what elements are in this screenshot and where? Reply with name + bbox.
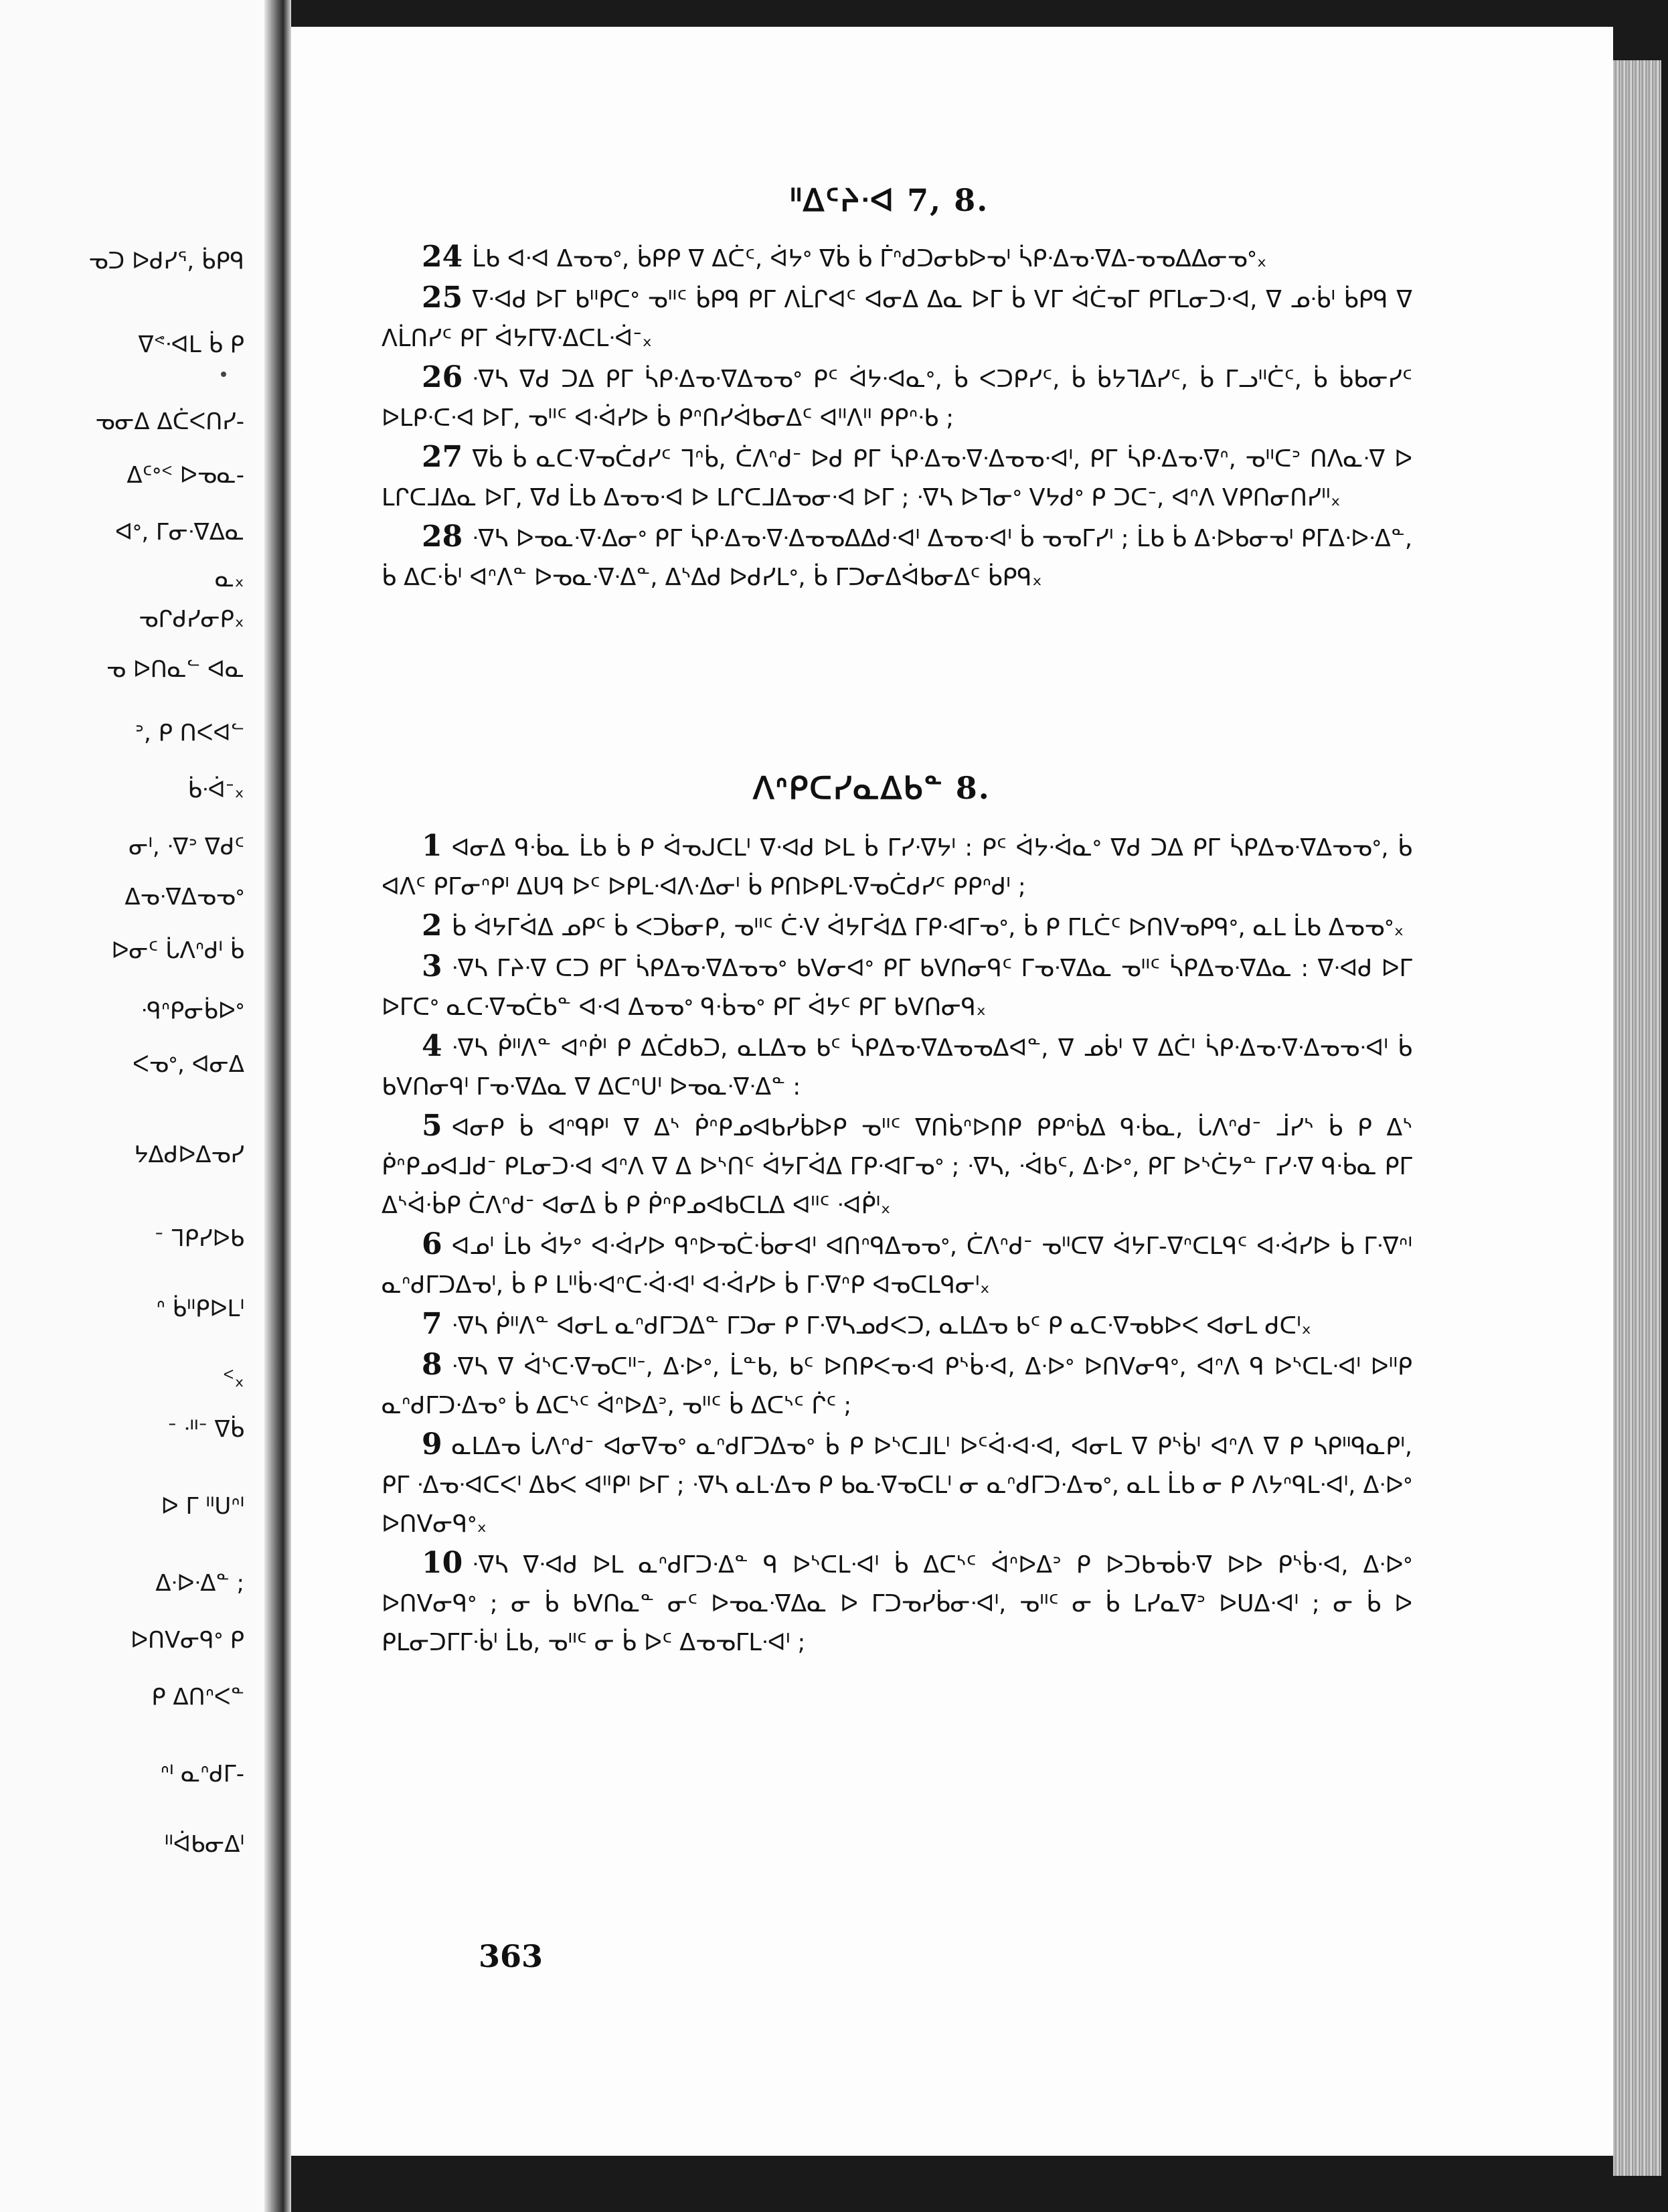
- verse-number: 8: [422, 1348, 442, 1382]
- verse-text: ᐧᐁᓴ ᐁᐧᐊᑯ ᐅᒪ ᓇᐢᑯᒥᑐᐧᐃᓐ ᑫ ᐅᔅᑕᒪᐧᐊᑊ ᑳ ᐃᑕᔅᑦ ᐋᐢᐅᐃᐣ ᑭ ᐅᑐᑲᓀᑳᐧᐁ ᐅᐅ ᑭᔅᑳᐧᐊ, ᐃᐧᐅᐤ ᐅᑎᐯᓂᑫᐤ ; ᓂ ᑳ ᑲᐯᑎᓇᓐ ᓂᑦ ᐅᓀᓇᐧᐁᐃᓇ ᐅ ᒥᑐᓀᓯᑳᓂᐧᐊᑊ, ᓀᐦᑦ ᓂ ᑳ ᒪᓯᓇᐁᐣ ᐅᑌᐃᐧᐊᑊ ; ᓂ ᑳ ᐅ ᑭᒪᓂᑐᒥᒥᐧᑳᑊ ᒫᑲ, ᓀᐦᑦ ᓂ ᑳ ᐅᑦ ᐃᓀᓀᒥᒪᐧᐊᑊ ;: [382, 1552, 1412, 1656]
- verse: [382, 1107, 1412, 1225]
- verse-number: 1: [422, 829, 442, 863]
- verse-text: ᐧᐁᓴ ᑮᐦᐱᓐ ᐊᐢᑮᑊ ᑭ ᐃᑖᑯᑲᑐ, ᓇᒪᐃᓀ ᑲᑦ ᓵᑭᐃᓀᐧᐁᐃᓀᓀᐃᐊᓐ, ᐁ ᓄᑳᑊ ᐁ ᐃᑖᑊ ᓵᑭᐧᐃᓀᐧᐁᐧᐃᓀᓀᐧᐊᑊ ᑳ ᑲᐯᑎᓂᑫᑊ ᒥᓀᐧᐁᐃᓇ ᐁ ᐃᑕᐢᑌᑊ ᐅᓀᓇᐧᐁᐧᐃᓐ :: [382, 1035, 1412, 1101]
- left-page-line: ᓀᒋᑯᓯᓂᑭₓ: [139, 606, 244, 633]
- verse: [382, 438, 1412, 518]
- verse-text: ᐊᓄᑊ ᒫᑲ ᐋᔭᐤ ᐊᐧᐋᓯᐅ ᑫᐢᐅᓀᑖᐧᑳᓂᐊᑊ ᐊᑎᐢᑫᐃᓀᓀᐤ, ᑖᐱᐢᑯᐨ ᓀᐦᑕᐁ ᐋᔭᒥ-ᐁᐢᑕᒪᑫᑦ ᐊᐧᐋᓯᐅ ᑳ ᒥᐧᐁᐢᑊ ᓇᐢᑯᒥᑐᐃᓀᑊ, ᑳ ᑭ ᒪᐦᑳᐧᐊᐢᑕᐧᐋᐧᐊᑊ ᐊᐧᐋᓯᐅ ᑳ ᒥᐧᐁᐢᑭ ᐊᓀᑕᒪᑫᓂᑊₓ: [382, 1233, 1412, 1299]
- page-number: 363: [479, 1938, 544, 1974]
- left-page-line: ᓀᓂᐃ ᐃᑖᐸᑎᓯ-: [95, 408, 244, 435]
- left-page-line: ᐅᑎᐯᓂᑫᐤ ᑭ: [130, 1627, 244, 1654]
- book-gutter: [264, 0, 291, 2212]
- left-page-line: ᓇₓ: [214, 566, 244, 592]
- left-page-line: ᐢ ᑳᐦᑭᐅᒪᑊ: [156, 1295, 244, 1322]
- verse: [382, 358, 1412, 438]
- verse-number: 5: [422, 1109, 442, 1143]
- verse-number: 25: [422, 281, 463, 315]
- verse-number: 2: [422, 908, 442, 943]
- left-page-line: ᐃᑦᐤᑉ ᐅᓀᓇ-: [127, 462, 244, 489]
- left-page-line: ᐅ ᒥ ᐦᑌᐢᑊ: [161, 1493, 244, 1520]
- verse-text: ᐧᐁᓴ ᑮᐦᐱᓐ ᐊᓂᒪ ᓇᐢᑯᒥᑐᐃᓐ ᒥᑐᓂ ᑭ ᒥᐧᐁᓴᓄᑯᐸᑐ, ᓇᒪᐃᓀ ᑲᑦ ᑭ ᓇᑕᐧᐁᓀᑲᐅᐸ ᐊᓂᒪ ᑯᑕᑊₓ: [451, 1313, 1312, 1340]
- left-page-line: ᐣ, ᑭ ᑎᐸᐊᓪ: [135, 720, 244, 746]
- left-page-line: ᐧᑫᐢᑭᓂᑳᐅᐤ: [141, 998, 244, 1024]
- left-page-line: ᑉₓ: [222, 1366, 244, 1393]
- verse-text: ᐧᐁᓴ ᒥᔨᐧᐁ ᑕᑐ ᑭᒥ ᓵᑭᐃᓀᐧᐁᐃᓀᓀᐤ ᑲᐯᓂᐊᐤ ᑭᒥ ᑲᐯᑎᓂᑫᑦ ᒥᓀᐧᐁᐃᓇ ᓀᐦᑦ ᓵᑭᐃᓀᐧᐁᐃᓇ : ᐁᐧᐊᑯ ᐅᒥ ᐅᒥᑕᐤ ᓇᑕᐧᐁᓀᑖᑲᓐ ᐊᐧᐊ ᐃᓀᓀᐤ ᑫᐧᑳᓀᐤ ᑭᒥ ᐋᔭᑦ ᑭᒥ ᑲᐯᑎᓂᑫₓ: [382, 955, 1412, 1021]
- verse-number: 7: [422, 1307, 442, 1341]
- verse-number: 6: [422, 1227, 442, 1261]
- verse-text: ᒫᑲ ᐊᐧᐊ ᐃᓀᓀᐤ, ᑳᑭᑭ ᐁ ᐃᑖᑦ, ᐋᔭᐤ ᐁᑳ ᑳ ᒦᐢᑯᑐᓂᑲᐅᓀᑊ ᓵᑭᐧᐃᓀᐧᐁᐃ-ᓀᓀᐃᐃᓂᓀᐤₓ: [472, 246, 1267, 272]
- chapter-7-verses: [382, 238, 1412, 597]
- verse: [382, 518, 1412, 597]
- verse-number: 28: [422, 520, 463, 554]
- left-page-line: ᐸᓀᐤ, ᐊᓂᐃ: [133, 1051, 244, 1078]
- verse: [382, 1305, 1412, 1346]
- verse-text: ᐁᐧᐊᑯ ᐅᒥ ᑲᐦᑭᑕᐤ ᓀᐦᑦ ᑳᑭᑫ ᑭᒥ ᐱᒫᒋᐊᑦ ᐊᓂᐃ ᐃᓇ ᐅᒥ ᑳ ᐯᒥ ᐋᑖᓀᒥ ᑭᒥᒪᓂᑐᐧᐊ, ᐁ ᓄᐧᑳᑊ ᑳᑭᑫ ᐁ ᐱᒫᑎᓯᑦ ᑭᒥ ᐋᔭᒥᐁᐧᐃᑕᒪᐧᐋᐨₓ: [382, 287, 1412, 352]
- verse-number: 27: [422, 440, 463, 474]
- verse-number: 4: [422, 1029, 442, 1063]
- verse-number: 3: [422, 949, 442, 983]
- verse-text: ᓇᒪᐃᓀ ᒑᐱᐢᑯᐨ ᐊᓂᐁᓀᐤ ᓇᐢᑯᒥᑐᐃᓀᐤ ᑳ ᑭ ᐅᔅᑕᒧᒪᑊ ᐅᑦᐋᐧᐊᐧᐊ, ᐊᓂᒪ ᐁ ᑭᔅᑳᑊ ᐊᐢᐱ ᐁ ᑭ ᓴᑭᐦᑫᓇᑭᑊ, ᑭᒥ ᐧᐃᓀᐧᐊᑕᐸᑊ ᐃᑲᐸ ᐊᐦᑭᑊ ᐅᒥ ; ᐧᐁᓴ ᓇᒪᐧᐃᓀ ᑭ ᑲᓇᐧᐁᓀᑕᒪᑊ ᓂ ᓇᐢᑯᒥᑐᐧᐃᓀᐤ, ᓇᒪ ᒫᑲ ᓂ ᑭ ᐱᔭᐢᑫᒪᐧᐊᑊ, ᐃᐧᐅᐤ ᐅᑎᐯᓂᑫᐤₓ: [382, 1433, 1412, 1538]
- left-page-line: ᐨ ᒣᑭᓯᐅᑲ: [154, 1225, 244, 1252]
- verse: [382, 1544, 1412, 1662]
- verse: [382, 1425, 1412, 1544]
- page-edge-stack: [1613, 60, 1661, 2176]
- verse-text: ᐧᐁᓴ ᐅᓀᓇᐧᐁᐧᐃᓂᐤ ᑭᒥ ᓵᑭᐧᐃᓀᐧᐁᐧᐃᓀᓀᐃᐃᑯᐧᐊᑊ ᐃᓀᓀᐧᐊᑊ ᑳ ᓀᓀᒥᓯᑊ ; ᒫᑲ ᑳ ᐃᐧᐅᑲᓂᓀᑊ ᑭᒥᐃᐧᐅᐧᐃᓐ, ᑳ ᐃᑕᐧᑳᑊ ᐊᐢᐱᓐ ᐅᓀᓇᐧᐁᐧᐃᓐ, ᐃᔅᐃᑯ ᐅᑯᓯᒪᐤ, ᑳ ᒥᑐᓂᐃᐋᑲᓂᐃᑦ ᑳᑭᑫₓ: [382, 526, 1412, 591]
- verse-text: ᐁᑳ ᑳ ᓇᑕᐧᐁᓀᑖᑯᓯᑦ ᒣᐢᑳ, ᑖᐱᐢᑯᐨ ᐅᑯ ᑭᒥ ᓵᑭᐧᐃᓀᐧᐁᐧᐃᓀᓀᐧᐊᑊ, ᑭᒥ ᓵᑭᐧᐃᓀᐧᐁᐢ, ᓀᐦᑕᐣ ᑎᐱᓇᐧᐁ ᐅ ᒪᒋᑕᒧᐃᓇ ᐅᒥ, ᐁᑯ ᒫᑲ ᐃᓀᓀᐧᐊ ᐅ ᒪᒋᑕᒧᐃᓀᓂᐧᐊ ᐅᒥ ; ᐧᐁᓴ ᐅᒣᓂᐤ ᐯᔭᑯᐤ ᑭ ᑐᑕᐨ, ᐊᐢᐱ ᐯᑭᑎᓂᑎᓯᐦₓ: [382, 446, 1412, 511]
- verse: [382, 238, 1412, 279]
- verse: [382, 1027, 1412, 1107]
- chapter-8-verses: [382, 827, 1412, 1662]
- left-page-line: ᐃᓀᐧᐁᐃᓀᓀᐤ: [124, 884, 244, 911]
- left-page-line: ᐨ ᐧᐦᐨ ᐁᑳ: [167, 1416, 244, 1443]
- verse-number: 10: [422, 1546, 463, 1580]
- verse: [382, 1225, 1412, 1305]
- verse: [382, 1346, 1412, 1425]
- left-page-line: ᐅᓂᑦ ᒑᐱᐢᑯᑊ ᑳ: [111, 937, 244, 964]
- verse-text: ᐧᐁᓴ ᐁ ᐋᔅᑕᐧᐁᓀᑕᐦᐨ, ᐃᐧᐅᐤ, ᒫᓐᑲ, ᑲᑦ ᐅᑎᑭᐸᓀᐧᐊ ᑭᔅᑳᐧᐊ, ᐃᐧᐅᐤ ᐅᑎᐯᓂᑫᐤ, ᐊᐢᐱ ᑫ ᐅᔅᑕᒪᐧᐊᑊ ᐅᐦᑭ ᓇᐢᑯᒥᑐᐧᐃᓀᐤ ᑳ ᐃᑕᔅᑦ ᐋᐢᐅᐃᐣ, ᓀᐦᑦ ᑳ ᐃᑕᔅᑦ ᒌᑦ ;: [382, 1354, 1412, 1419]
- left-page-line: ᔭᐃᑯᐅᐃᓀᓯ: [134, 1141, 244, 1168]
- verse-text: ᐊᓂᐃ ᑫᐧᑳᓇ ᒫᑲ ᑳ ᑭ ᐋᓀᒍᑕᒪᑊ ᐁᐧᐊᑯ ᐅᒪ ᑳ ᒥᓯᐧᐁᔭᑊ : ᑭᑦ ᐋᔭᐧᐋᓇᐤ ᐁᑯ ᑐᐃ ᑭᒥ ᓵᑭᐃᓀᐧᐁᐃᓀᓀᐤ, ᑳ ᐊᐱᑦ ᑭᒥᓂᐢᑭᑊ ᐃᑌᑫ ᐅᑦ ᐅᑭᒪᐧᐊᐱᐧᐃᓂᑊ ᑳ ᑭᑎᐅᑭᒪᐧᐁᓀᑖᑯᓯᑦ ᑭᑭᐢᑯᑊ ;: [382, 835, 1412, 900]
- verse-text: ᑳ ᐋᔭᒥᐋᐃ ᓄᑭᑦ ᑳ ᐸᑐᑳᓂᑭ, ᓀᐦᑦ ᑖᐧᐯ ᐋᔭᒥᐋᐃ ᒥᑭᐧᐊᒥᓀᐤ, ᑳ ᑭ ᒥᒪᑖᑦ ᐅᑎᐯᓀᑭᑫᐤ, ᓇᒪ ᒫᑲ ᐃᓀᓀᐤₓ: [451, 915, 1404, 941]
- verse: [382, 827, 1412, 906]
- left-page-line: ᓀᑐ ᐅᑯᓯᕐ, ᑳᑭᑫ: [88, 248, 244, 274]
- chapter-heading: ᐱᐢᑭᑕᓯᓇᐃᑲᓐ 8.: [753, 770, 991, 806]
- left-page-line: ᓀ ᐅᑎᓇᓪ ᐊᓇ: [106, 656, 244, 683]
- left-page-line: ᐦᐋᑲᓂᐃᑊ: [164, 1831, 244, 1858]
- left-page-line: ᐁᕝᐧᐊᒪ ᑳ ᑭ: [138, 331, 244, 358]
- verse-number: 26: [422, 360, 463, 394]
- verse-text: ᐊᓂᑭ ᑳ ᐊᐢᑫᑭᑊ ᐁ ᐃᔅ ᑮᐢᑭᓄᐊᑲᓯᑳᐅᑭ ᓀᐦᑦ ᐁᑎᑳᐢᐅᑎᑭ ᑭᑭᐢᑳᐃ ᑫᐧᑳᓇ, ᒑᐱᐢᑯᐨ ᒨᓯᔅ ᑳ ᑭ ᐃᔅ ᑮᐢᑭᓄᐊᒧᑯᐨ ᑭᒪᓂᑐᐧᐊ ᐊᐢᐱ ᐁ ᐃ ᐅᔅᑎᑦ ᐋᔭᒥᐋᐃ ᒥᑭᐧᐊᒥᓀᐤ ; ᐧᐁᓴ, ᐧᐋᑲᑦ, ᐃᐧᐅᐤ, ᑭᒥ ᐅᔅᑖᔭᓐ ᒥᓯᐧᐁ ᑫᐧᑳᓇ ᑭᒥ ᐃᔅᐋᐧᑳᑭ ᑖᐱᐢᑯᐨ ᐊᓂᐃ ᑳ ᑭ ᑮᐢᑭᓄᐊᑲᑕᒪᐃ ᐊᐦᑦ ᐧᐊᑮᑊₓ: [382, 1115, 1412, 1219]
- left-page-line: ᐢᑊ ᓇᐢᑯᒥ-: [160, 1761, 244, 1788]
- left-page-line: ᑭ ᐃᑎᐢᐸᓐ: [151, 1684, 244, 1711]
- verse: [382, 947, 1412, 1027]
- verse: [382, 906, 1412, 947]
- verse-text: ᐧᐁᓴ ᐁᑯ ᑐᐃ ᑭᒥ ᓵᑭᐧᐃᓀᐧᐁᐃᓀᓀᐤ ᑭᑦ ᐋᔭᐧᐊᓇᐤ, ᑳ ᐸᑐᑭᓯᑦ, ᑳ ᑳᔭᒣᐃᓯᑦ, ᑳ ᒥᓗᐦᑖᑦ, ᑳ ᑳᑲᓂᓯᑦ ᐅᒪᑭᐧᑕᐧᐊ ᐅᒥ, ᓀᐦᑦ ᐊᐧᐋᓯᐅ ᑳ ᑭᐢᑎᓯᐋᑲᓂᐃᑦ ᐊᐦᐱᐦ ᑭᑭᐢᐧᑲ ;: [382, 366, 1412, 432]
- verse-number: 24: [422, 240, 463, 274]
- verse-number: 9: [422, 1427, 442, 1462]
- left-page-line: ᑳᐧᐋᐨₓ: [187, 777, 244, 803]
- verse: [382, 279, 1412, 358]
- left-facing-page: [0, 0, 264, 2212]
- left-page-line: ᓂᑊ, ᐧᐁᐣ ᐁᑯᑦ: [129, 834, 244, 860]
- left-page-line: ᐊᐤ, ᒥᓂᐧᐁᐃᓇ: [114, 519, 244, 546]
- running-head: ᐦᐃᑦᔨᐧᐊ 7, 8.: [790, 182, 989, 218]
- left-page-line: ᐃᐧᐅᐧᐃᓐ ;: [155, 1570, 244, 1597]
- margin-mark: [221, 372, 226, 377]
